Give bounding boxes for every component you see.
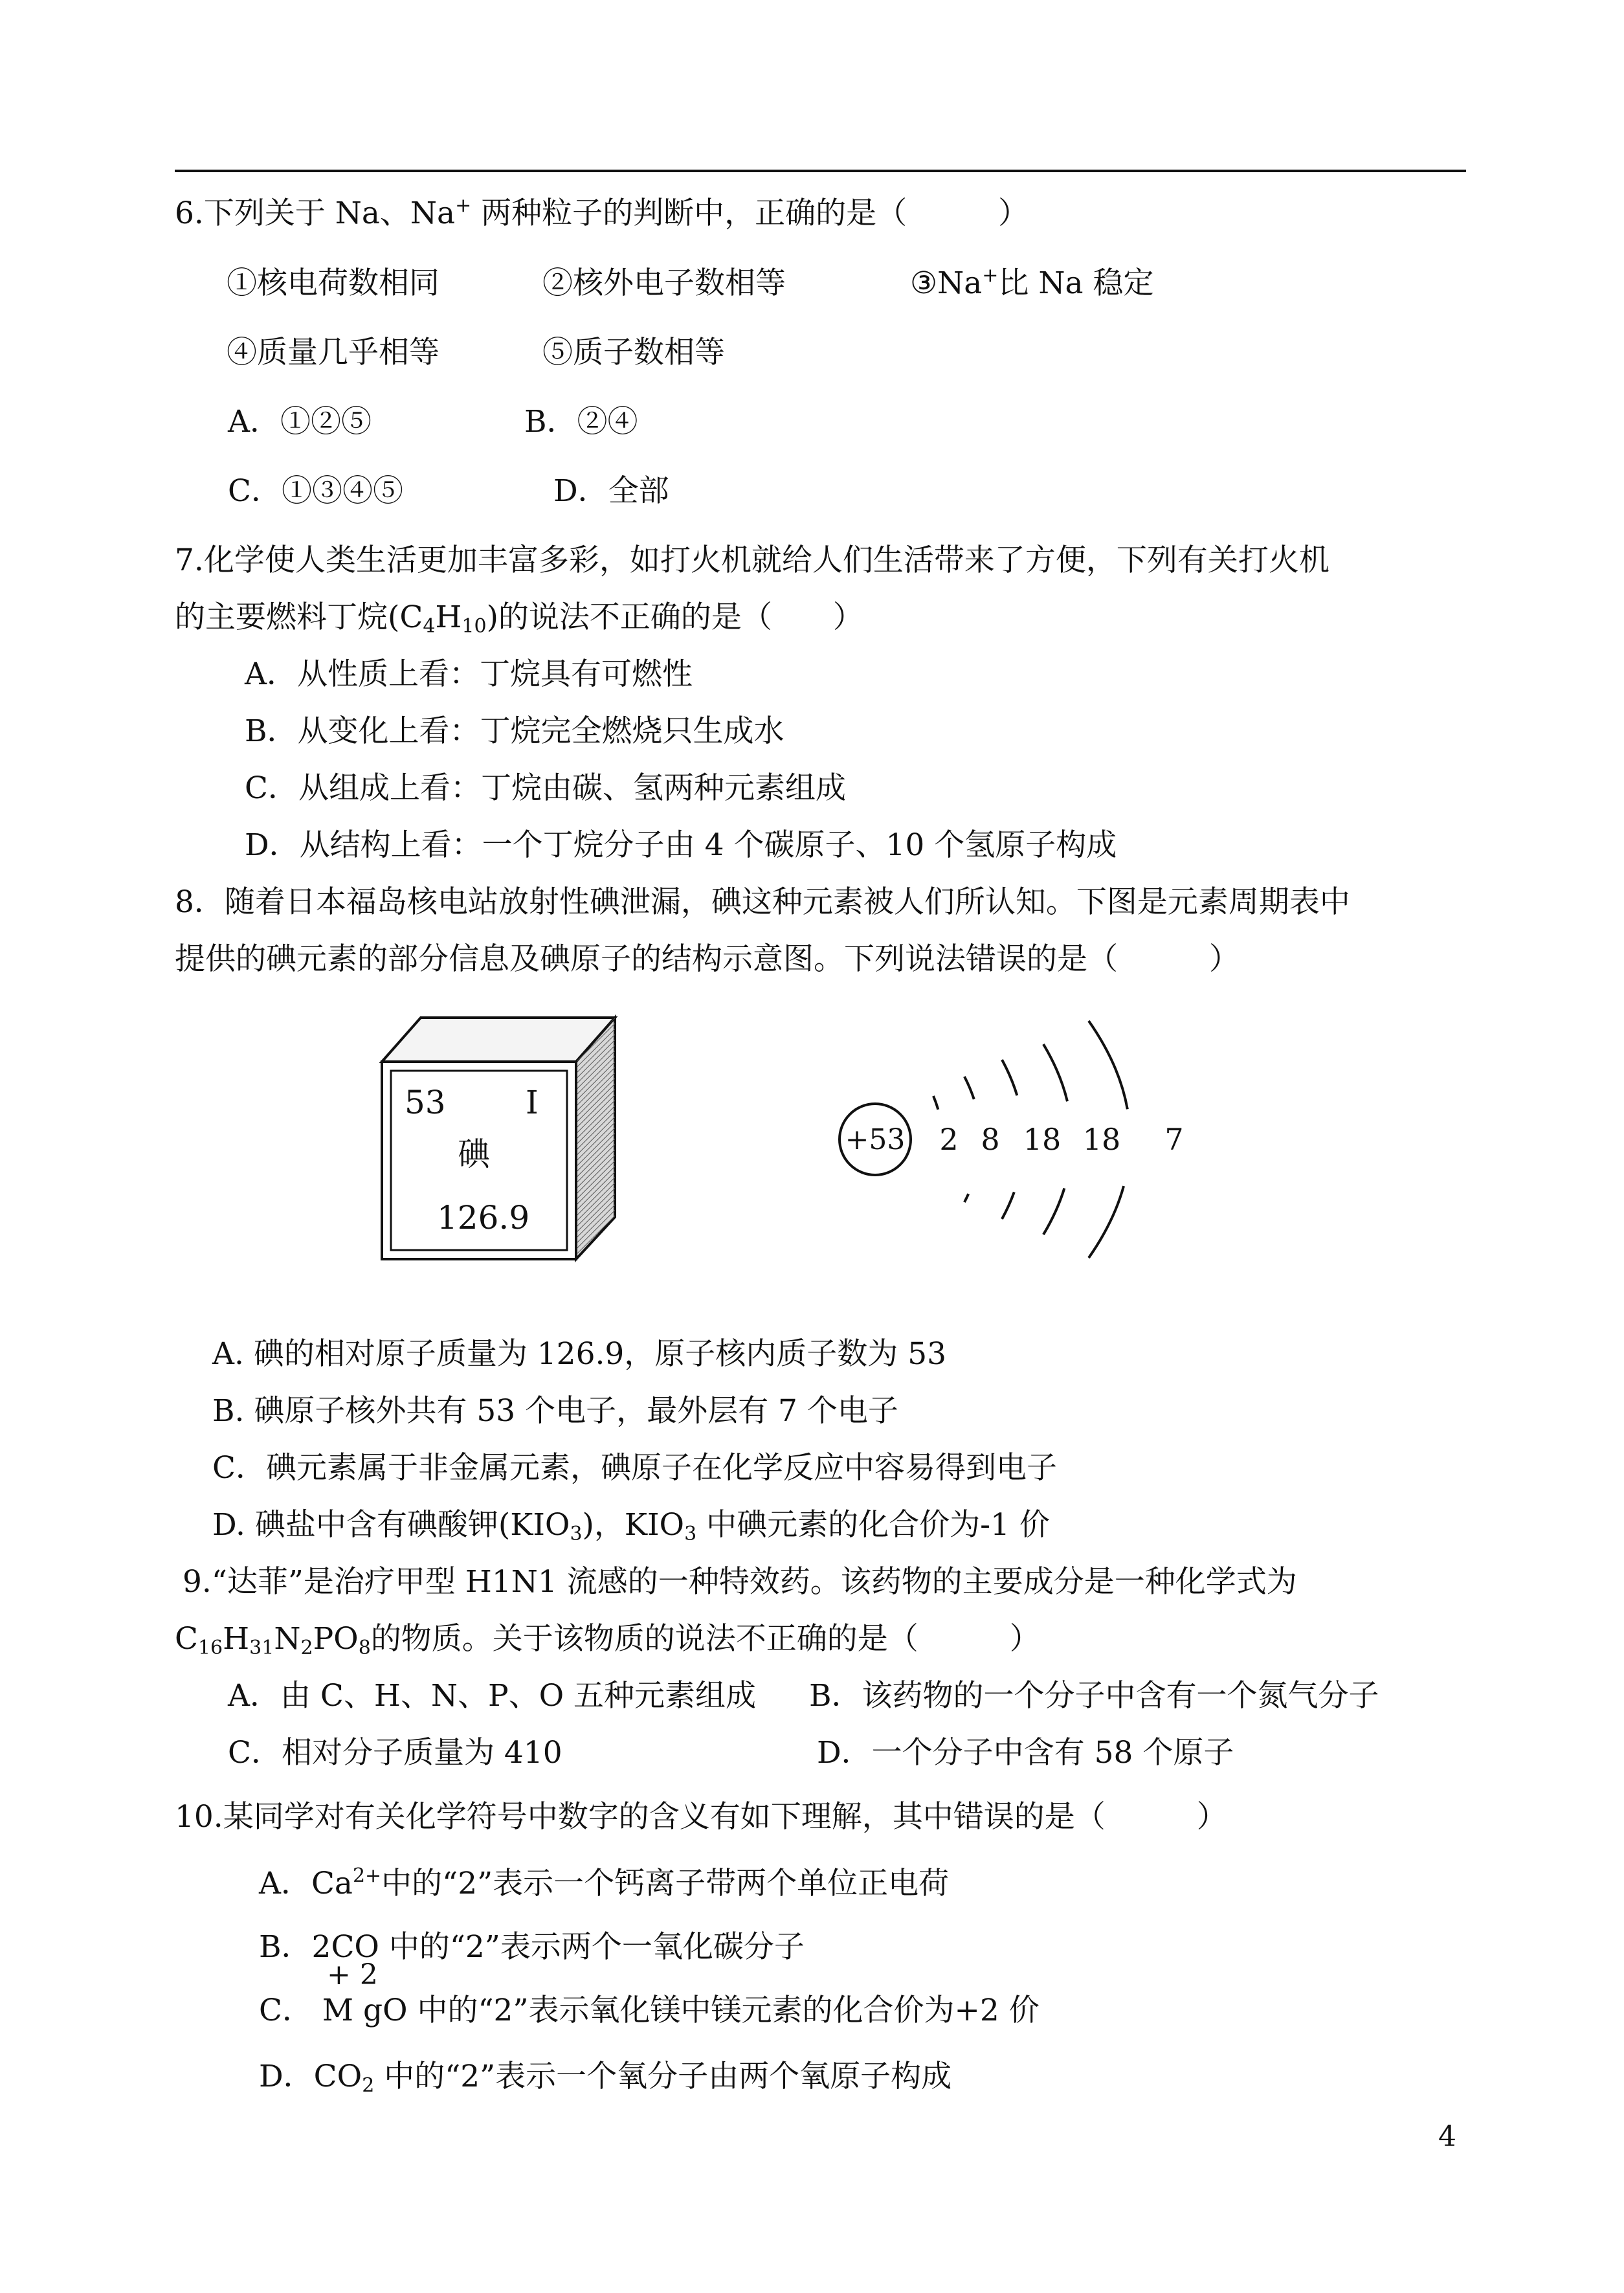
iodine-element-cell xyxy=(375,1010,647,1271)
shell-3-electrons: 18 xyxy=(1023,1122,1062,1157)
q6-stem: 6.下列关于 Na、Na+ 两种粒子的判断中，正确的是（ ） xyxy=(175,194,1029,231)
q6-choice-b: B．②④ xyxy=(524,404,638,440)
q9-choice-a: A．由 C、H、N、P、O 五种元素组成 xyxy=(228,1678,757,1714)
element-symbol: I xyxy=(526,1084,539,1121)
q6-statement-1: ①核电荷数相同 xyxy=(227,265,439,301)
q10-choice-b: B．2CO 中的“2”表示两个一氧化碳分子 xyxy=(259,1929,805,1965)
q9-choice-c: C．相对分子质量为 410 xyxy=(228,1735,562,1771)
header-rule xyxy=(175,170,1466,172)
atomic-number: 53 xyxy=(405,1084,446,1121)
q7-choice-b: B．从变化上看：丁烷完全燃烧只生成水 xyxy=(245,713,784,749)
q9-stem-line2: $C_{16}H_{31}N_2PO_8$的物质。关于该物质的说法不正确的是（ ） xyxy=(175,1621,1040,1659)
q8-stem-line1: 8．随着日本福岛核电站放射性碘泄漏，碘这种元素被人们所认知。下图是元素周期表中 xyxy=(175,884,1350,920)
q7-choice-c: C．从组成上看：丁烷由碳、氢两种元素组成 xyxy=(245,770,846,806)
shell-2-electrons: 8 xyxy=(981,1122,1000,1157)
atomic-mass: 126.9 xyxy=(437,1199,530,1236)
q8-choice-d: D. 碘盐中含有碘酸钾$(KIO_3)$，$KIO_3$ 中碘元素的化合价为-1 价 xyxy=(212,1507,1050,1545)
q10-choice-c: C． M gO 中的“2”表示氧化镁中镁元素的化合价为+2 价 xyxy=(259,1993,1040,2028)
q6-choice-a: A．①②⑤ xyxy=(228,404,372,440)
shell-4-electrons: 18 xyxy=(1082,1122,1121,1157)
q8-choice-a: A. 碘的相对原子质量为 126.9，原子核内质子数为 53 xyxy=(212,1336,947,1372)
q7-choice-a: A．从性质上看：丁烷具有可燃性 xyxy=(245,656,693,692)
nucleus-charge: +53 xyxy=(845,1123,906,1156)
element-name: 碘 xyxy=(458,1135,490,1173)
q6-choice-c: C．①③④⑤ xyxy=(228,473,403,509)
q10-choice-a: A．$Ca^{2+}$中的“2”表示一个钙离子带两个单位正电荷 xyxy=(259,1864,950,1901)
shell-5-electrons: 7 xyxy=(1164,1122,1184,1157)
q8-stem-line2: 提供的碘元素的部分信息及碘原子的结构示意图。下列说法错误的是（ ） xyxy=(175,941,1240,977)
q6-choice-d: D．全部 xyxy=(553,473,669,509)
q10-stem: 10.某同学对有关化学符号中数字的含义有如下理解，其中错误的是（ ） xyxy=(175,1799,1227,1835)
q6-statement-2: ②核外电子数相等 xyxy=(542,265,786,301)
q6-statement-5: ⑤质子数相等 xyxy=(542,335,725,370)
q7-choice-d: D．从结构上看：一个丁烷分子由 4 个碳原子、10 个氢原子构成 xyxy=(245,827,1117,863)
page-number: 4 xyxy=(1438,2120,1456,2153)
q7-stem-line2: 的主要燃料丁烷$(C_4H_{10})$的说法不正确的是（ ） xyxy=(175,599,863,638)
q7-stem-line1: 7.化学使人类生活更加丰富多彩，如打火机就给人们生活带来了方便，下列有关打火机 xyxy=(175,542,1329,578)
shell-1-electrons: 2 xyxy=(939,1122,959,1157)
q9-choice-b: B．该药物的一个分子中含有一个氮气分子 xyxy=(809,1678,1379,1714)
q9-stem-line1: 9.“达菲”是治疗甲型 H1N1 流感的一种特效药。该药物的主要成分是一种化学式为 xyxy=(183,1564,1297,1600)
iodine-atom-diagram xyxy=(835,1000,1210,1275)
valence-mark: + 2 xyxy=(327,1958,378,1991)
q8-choice-b: B. 碘原子核外共有 53 个电子，最外层有 7 个电子 xyxy=(212,1393,898,1429)
q9-choice-d: D．一个分子中含有 58 个原子 xyxy=(817,1735,1234,1771)
q8-choice-c: C．碘元素属于非金属元素，碘原子在化学反应中容易得到电子 xyxy=(212,1450,1057,1486)
q10-choice-d: D．$CO_2$ 中的“2”表示一个氧分子由两个氧原子构成 xyxy=(259,2059,952,2097)
q6-statement-3: ③Na+比 Na 稳定 xyxy=(910,264,1154,301)
q6-statement-4: ④质量几乎相等 xyxy=(227,335,439,370)
